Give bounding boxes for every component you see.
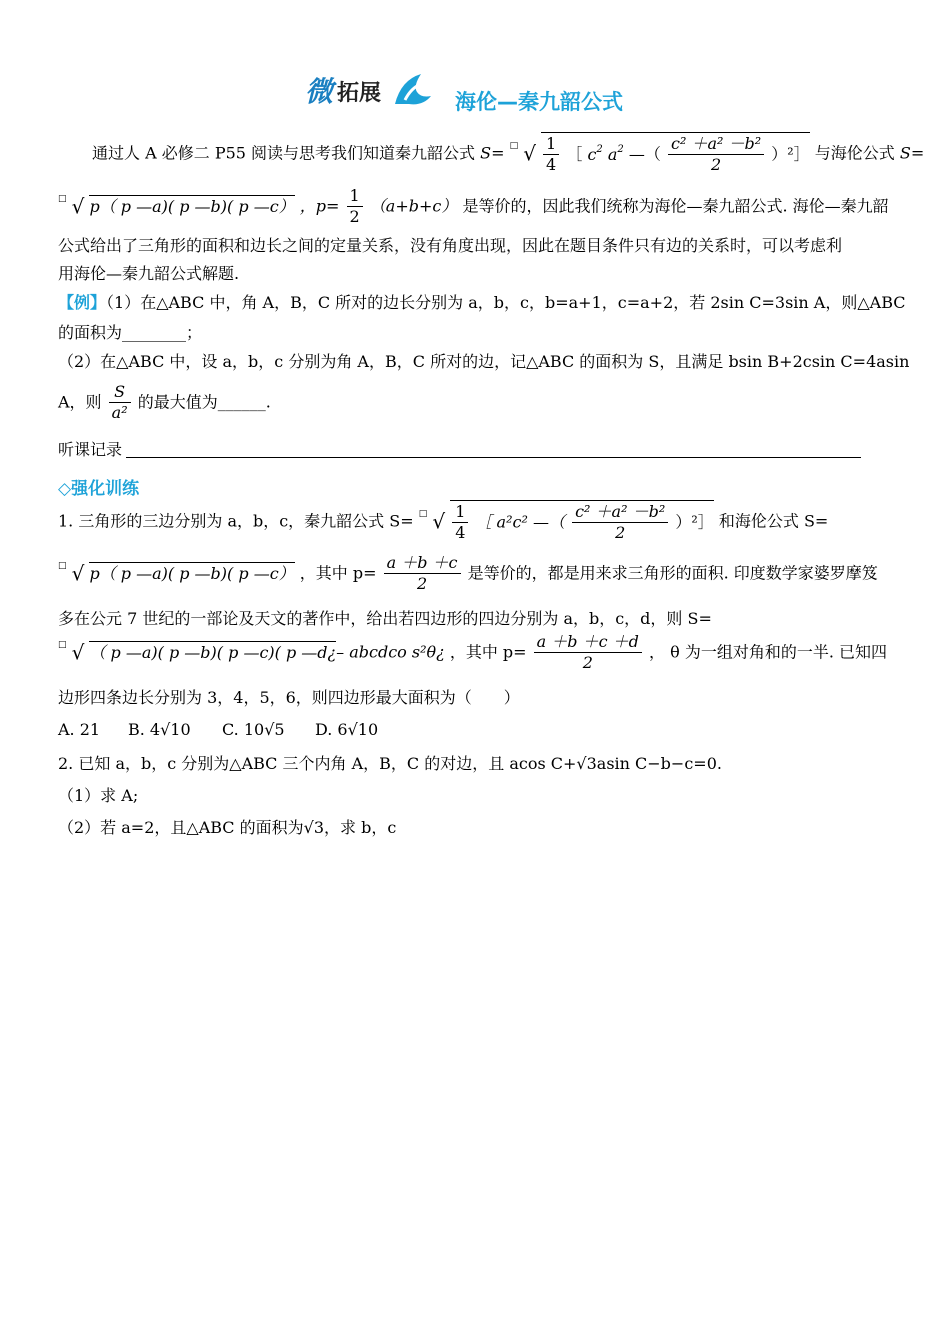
page-title: 海伦—秦九韶公式 xyxy=(455,90,623,114)
notes-label: 听课记录 xyxy=(58,440,123,459)
placeholder-icon: □ xyxy=(58,194,67,204)
t1-qin-radicand: $\frac{1}{4}$ ［ a²c² —（ $\frac{\text{c² ＋a² －b²}}{2}$ ）²］ xyxy=(450,500,714,543)
sqrt-icon: √ xyxy=(71,640,85,665)
sqrt-icon: √ xyxy=(523,141,536,166)
example-line-1: 【例】（1）在△ABC 中，角 A，B，C 所对的边长分别为 a，b，c，b=a+1，c=a+2，若 2sin C=3sin A，则△ABC xyxy=(58,293,906,312)
example-line-2: 的面积为________； xyxy=(58,323,203,342)
intro-line-3: 公式给出了三角形的面积和边长之间的定量关系，没有角度出现，因此在题目条件只有边的关系时，可以考虑利 xyxy=(58,236,843,255)
training-1-line-5: 边形四条边长分别为 3，4，5，6，则四边形最大面积为（ ） xyxy=(58,688,520,707)
placeholder-icon: □ xyxy=(509,141,519,151)
training-1-line-4: □ √ （ p —a)( p —b)( p —c)( p —d¿– abcdco s²θ¿ ，其中 p= $\frac{a +b +c +d}{2}$ ， θ 为一组对角和的一半. 已知四 xyxy=(58,632,887,672)
frac-half: $\frac{1}{2}$ xyxy=(347,186,363,227)
notes-line xyxy=(126,457,861,458)
option-d: D. 6√10 xyxy=(315,720,379,739)
example-line-3: （2）在△ABC 中，设 a，b，c 分别为角 A，B，C 所对的边，记△ABC 的面积为 S，且满足 bsin B+2csin C=4asin xyxy=(58,352,910,371)
training-2-q2: （2）若 a=2，且△ABC 的面积为√3，求 b，c xyxy=(58,818,397,837)
placeholder-icon: □ xyxy=(58,561,67,571)
training-heading: ◇强化训练 xyxy=(58,479,140,499)
logo-tuozhan: 拓展 xyxy=(337,81,382,106)
logo-wei: 微 xyxy=(305,75,334,108)
frac-inner: $\frac{\text{c² ＋a² －b²}}{2}$ xyxy=(668,134,764,175)
frac-s-over-a2: $\frac{S}{\text{a²}}$ xyxy=(109,382,131,423)
s-equals: S= xyxy=(480,143,505,163)
intro-line-1: 通过人 A 必修二 P55 阅读与思考我们知道秦九韶公式 S= □ √ $\frac{1}{4}$ ［ $c^2$ $a^2$ —（ $\frac{\text{c² ＋a² －b²}}{2}$ ）²］ 与海伦公式 S= xyxy=(92,134,925,174)
training-2-line-1: 2. 已知 a，b，c 分别为△ABC 三个内角 A，B，C 的对边，且 acos C+√3asin C−b−c=0. xyxy=(58,754,722,773)
example-line-4: A，则 $\frac{S}{\text{a²}}$ 的最大值为______. xyxy=(58,382,271,422)
qin-radicand: $\frac{1}{4}$ ［ $c^2$ $a^2$ —（ $\frac{\text{c² ＋a² －b²}}{2}$ ）²］ xyxy=(541,132,810,175)
header-logo xyxy=(303,70,433,110)
training-1-line-3: 多在公元 7 世纪的一部论及天文的著作中，给出若四边形的四边分别为 a，b，c，d，则 S= xyxy=(58,609,712,628)
intro-line-4: 用海伦—秦九韶公式解题. xyxy=(58,264,240,283)
frac-quarter: $\frac{1}{4}$ xyxy=(543,134,559,175)
logo-swoosh-icon xyxy=(391,70,433,108)
option-c: C. 10√5 xyxy=(222,720,285,739)
training-1-line-1: 1. 三角形的三边分别为 a，b，c，秦九韶公式 S= □ √ $\frac{1}{4}$ ［ a²c² —（ $\frac{\text{c² ＋a² －b²}}{2}$ ）²］ 和海伦公式 S= xyxy=(58,502,829,542)
training-1-line-2: □ √ p（ p —a)( p —b)( p —c） ，其中 p= $\frac{a +b +c}{2}$ 是等价的，都是用来求三角形的面积. 印度数学家婆罗摩笈 xyxy=(58,553,878,593)
option-b: B. 4√10 xyxy=(128,720,191,739)
sqrt-icon: √ xyxy=(432,509,446,534)
placeholder-icon: □ xyxy=(58,640,67,650)
intro-text-1: 通过人 A 必修二 P55 阅读与思考我们知道秦九韶公式 xyxy=(92,143,476,163)
intro-line-2: □ √ p（ p —a)( p —b)( p —c） ，p= $\frac{1}{2}$ （a+b+c） 是等价的，因此我们统称为海伦—秦九韶公式. 海伦—秦九韶 xyxy=(58,186,889,226)
placeholder-icon: □ xyxy=(418,509,428,519)
sqrt-icon: √ xyxy=(71,194,85,219)
heron-radicand: p（ p —a)( p —b)( p —c） xyxy=(89,196,295,216)
option-a: A. 21 xyxy=(58,720,101,739)
sqrt-icon: √ xyxy=(71,561,85,586)
training-2-q1: （1）求 A; xyxy=(58,786,139,805)
example-tag: 【例】 xyxy=(58,293,107,312)
